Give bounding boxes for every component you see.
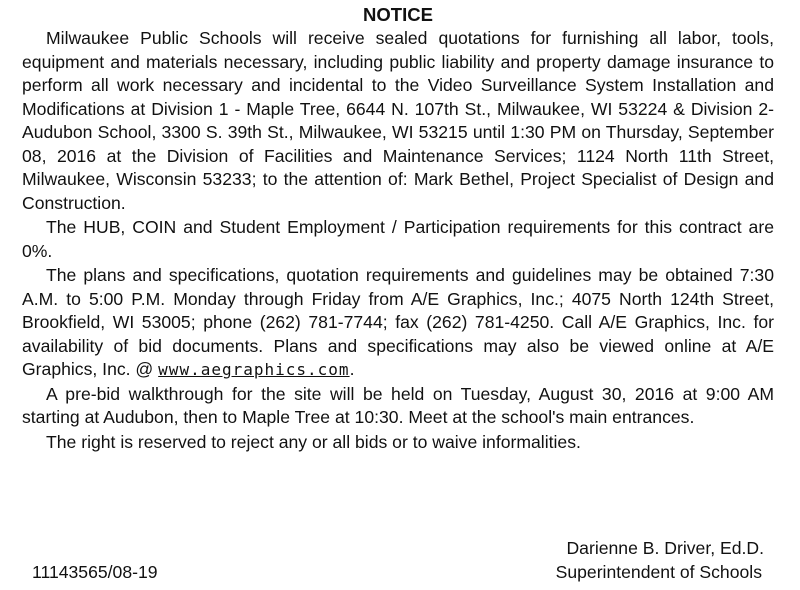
paragraph-plans [22, 264, 774, 382]
paragraph-rights: The right is reserved to reject any or all bids or to waive informalities. [46, 431, 581, 452]
reference-number: 11143565/08-19 [32, 562, 158, 582]
notice-title: NOTICE [363, 4, 433, 25]
notice-body [22, 4, 774, 455]
aegraphics-link[interactable]: www.aegraphics.com [158, 360, 350, 379]
paragraph-quotation: Milwaukee Public Schools will receive sealed quotations for furnishing all labor, tools, equipment and materials necessary, including public liability and property damage insurance to perform all work necessary and incidental to the Video Surveillance System Installation and Modifications at Division 1 - Maple Tree, 6644 N. 107th St., Milwaukee, WI 53224 & Division 2- Audubon School, 3300 S. 39th St., Milwaukee, WI 53215 until 1:30 PM on Thursday, September 08, 2016 at the Division of Facilities and Maintenance Services; 1124 North 11th Street, Milwaukee, Wisconsin 53233; to the attention of: Mark Bethel, Project Specialist of Design and Construction. [22, 28, 774, 213]
plans-text: The plans and specifications, quotation requirements and guidelines may be obtained 7:30 A.M. to 5:00 P.M. Monday through Friday from A/E Graphics, Inc.; 4075 North 124th Street, Brookfield, WI 53005; phone (262) 781-7744; fax (262) 781-4250. Call A/E Graphics, Inc. for availability of bid documents. Plans and specifications may also be viewed online at A/E Graphics, Inc. @ [22, 265, 774, 379]
signer-title: Superintendent of Schools [555, 562, 762, 582]
plans-end: . [349, 359, 355, 379]
signer-name: Darienne B. Driver, Ed.D. [566, 538, 764, 558]
paragraph-requirements: The HUB, COIN and Student Employment / Participation requirements for this contract are 0%. [22, 217, 774, 261]
paragraph-walkthrough: A pre-bid walkthrough for the site will be held on Tuesday, August 30, 2016 at 9:00 AM starting at Audubon, then to Maple Tree at 10:30. Meet at the school's main entrances. [22, 383, 774, 427]
